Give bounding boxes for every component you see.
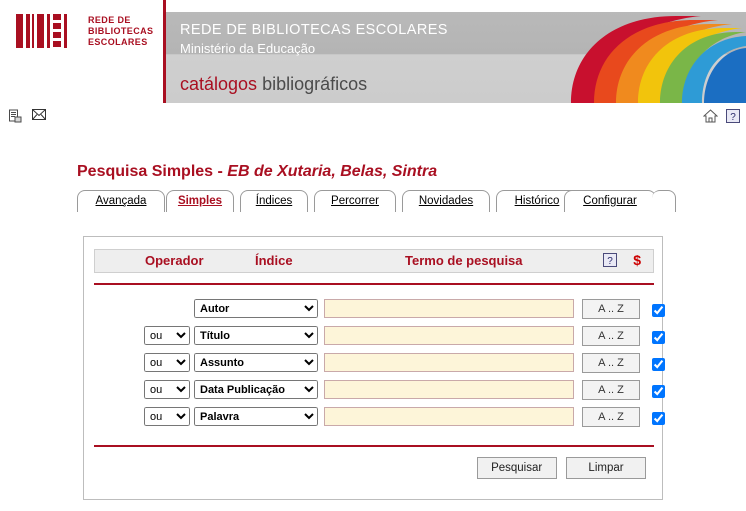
search-rows	[94, 297, 654, 432]
home-icon[interactable]	[703, 109, 718, 126]
search-row	[94, 405, 654, 432]
row-checkbox-2[interactable]	[652, 331, 665, 344]
svg-text:?: ?	[730, 112, 736, 123]
search-button[interactable]: Pesquisar	[477, 457, 557, 479]
site-header	[0, 0, 746, 103]
logo-block	[0, 0, 166, 103]
simple-search-panel	[83, 236, 663, 500]
operator-select-5[interactable]	[144, 407, 190, 426]
tab-simples[interactable]: Simples	[166, 190, 234, 212]
operator-select-3[interactable]	[144, 353, 190, 372]
column-header-term: Termo de pesquisa	[405, 253, 523, 268]
clear-button[interactable]: Limpar	[566, 457, 646, 479]
page-title-main: Pesquisa Simples -	[77, 163, 228, 180]
column-header-operator: Operador	[145, 253, 204, 268]
search-row	[94, 378, 654, 405]
index-select-4[interactable]	[194, 380, 318, 399]
mail-icon[interactable]	[32, 109, 46, 124]
index-select-1[interactable]	[194, 299, 318, 318]
logo-word-line-1: REDE DE	[88, 15, 131, 25]
print-icon[interactable]	[8, 109, 22, 126]
fan-graphic-icon	[566, 12, 746, 103]
term-input-5[interactable]	[324, 407, 574, 426]
term-input-4[interactable]	[324, 380, 574, 399]
index-select-2[interactable]	[194, 326, 318, 345]
panel-rule-top	[94, 283, 654, 285]
banner-subtitle: Ministério da Educação	[180, 41, 316, 56]
dollar-icon[interactable]: $	[633, 252, 641, 268]
logo-word-line-2: BIBLIOTECAS	[88, 26, 154, 36]
tab-novidades[interactable]: Novidades	[402, 190, 490, 212]
term-input-2[interactable]	[324, 326, 574, 345]
tab-avancada[interactable]: Avançada	[77, 190, 165, 212]
logo-word-line-3: ESCOLARES	[88, 37, 148, 47]
logo-wordmark	[88, 15, 153, 48]
index-select-3[interactable]	[194, 353, 318, 372]
help-icon[interactable]	[726, 109, 740, 126]
banner-title: REDE DE BIBLIOTECAS ESCOLARES	[180, 22, 448, 38]
term-input-1[interactable]	[324, 299, 574, 318]
search-row	[94, 297, 654, 324]
az-browse-button-4[interactable]: A .. Z	[582, 380, 640, 400]
az-browse-button-1[interactable]: A .. Z	[582, 299, 640, 319]
search-row	[94, 351, 654, 378]
panel-actions	[471, 457, 646, 479]
page-title-library: EB de Xutaria, Belas, Sintra	[227, 163, 438, 180]
search-table-header	[94, 249, 654, 273]
index-select-5[interactable]	[194, 407, 318, 426]
tab-percorrer[interactable]: Percorrer	[314, 190, 396, 212]
panel-rule-bottom	[94, 445, 654, 447]
row-checkbox-4[interactable]	[652, 385, 665, 398]
utility-icon-bar	[0, 103, 746, 131]
catalog-word-dark: bibliográficos	[262, 74, 368, 94]
header-divider	[0, 131, 746, 132]
row-checkbox-3[interactable]	[652, 358, 665, 371]
tab-extra	[652, 190, 676, 212]
search-row	[94, 324, 654, 351]
tab-bar	[77, 190, 677, 212]
operator-select-4[interactable]	[144, 380, 190, 399]
banner	[166, 12, 746, 103]
tab-historico[interactable]: Histórico	[496, 190, 578, 212]
column-header-index: Índice	[255, 253, 293, 268]
az-browse-button-5[interactable]: A .. Z	[582, 407, 640, 427]
svg-text:?: ?	[607, 256, 613, 267]
banner-catalog-label	[180, 74, 367, 95]
row-checkbox-5[interactable]	[652, 412, 665, 425]
row-checkbox-1[interactable]	[652, 304, 665, 317]
help-icon[interactable]	[603, 253, 617, 270]
operator-select-2[interactable]	[144, 326, 190, 345]
az-browse-button-2[interactable]: A .. Z	[582, 326, 640, 346]
tab-indices[interactable]: Índices	[240, 190, 308, 212]
term-input-3[interactable]	[324, 353, 574, 372]
rbe-logo-icon	[16, 14, 78, 48]
az-browse-button-3[interactable]: A .. Z	[582, 353, 640, 373]
tab-configurar[interactable]: Configurar	[564, 190, 656, 212]
catalog-word-red: catálogos	[180, 74, 258, 94]
page-title	[77, 163, 437, 181]
